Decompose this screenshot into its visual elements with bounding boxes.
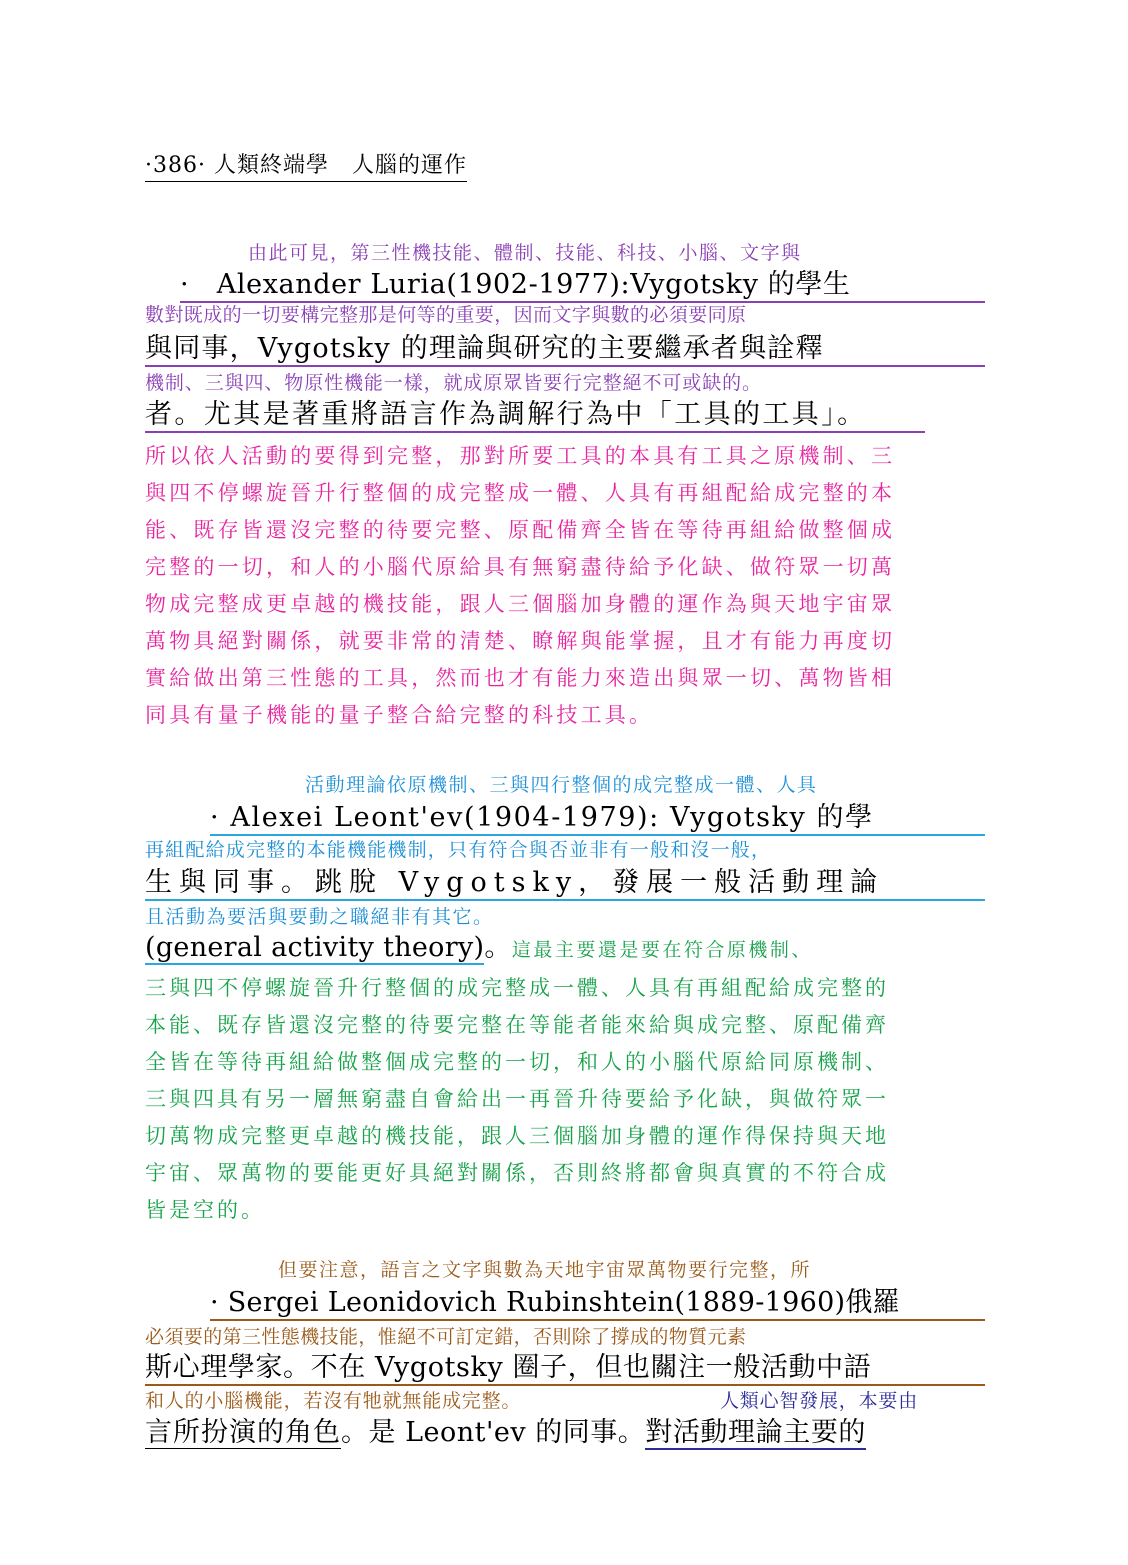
green-inline: 這最主要還是要在符合原機制、	[511, 939, 813, 961]
leontev-line-1: · Alexei Leont'ev(1904-1979): Vygotsky 的學	[210, 795, 985, 836]
green-line: 皆是空的。	[145, 1198, 265, 1222]
green-line: 全皆在等待再組給做整個成完整的一切，和人的小腦代原給同原機制、	[145, 1050, 889, 1074]
pink-paragraph	[145, 438, 895, 734]
leontev-line-3	[145, 925, 813, 964]
annotation-line: 必須要的第三性態機技能，惟絕不可訂定錯，否則除了撐成的物質元素	[145, 1326, 747, 1348]
annotation-line: 且活動為要活與要動之職絕非有其它。	[145, 906, 494, 928]
annotation-line: 人類心智發展，本要由	[720, 1390, 919, 1412]
green-line: 本能、既存皆還沒完整的待要完整在等能者能來給與成完整、原配備齊	[145, 1013, 889, 1037]
pink-line: 所以依人活動的要得到完整，那對所要工具的本具有工具之原機制、三	[145, 444, 896, 468]
green-line: 三與四不停螺旋晉升行整個的成完整成一體、人具有再組配給成完整的	[145, 976, 889, 1000]
green-paragraph	[145, 970, 889, 1229]
page-header: ·386· 人類終端學 人腦的運作	[145, 148, 467, 182]
annotation-line: 活動理論依原機制、三與四行整個的成完整成一體、人具	[305, 774, 818, 796]
annotation-line: 但要注意，語言之文字與數為天地宇宙眾萬物要行完整，所	[278, 1259, 812, 1281]
annotation-line: 和人的小腦機能，若沒有牠就無能成完整。	[145, 1390, 522, 1412]
pink-line: 完整的一切，和人的小腦代原給具有無窮盡待給予化缺、做符眾一切萬	[145, 555, 896, 579]
pink-line: 實給做出第三性態的工具，然而也才有能力來造出與眾一切、萬物皆相	[145, 666, 896, 690]
annotation-line: 由此可見，第三性機技能、體制、技能、科技、小腦、文字與	[248, 242, 802, 264]
rubinshtein-line-3	[145, 1410, 866, 1449]
rubinshtein-line-2: 斯心理學家。不在 Vygotsky 圈子，但也關注一般活動中語	[145, 1345, 985, 1386]
luria-line-2: 與同事，Vygotsky 的理論與研究的主要繼承者與詮釋	[145, 326, 985, 367]
colleague-phrase: 。是 Leont'ev 的同事。	[341, 1417, 646, 1448]
pink-line: 能、既存皆還沒完整的待要完整、原配備齊全皆在等待再組給做整個成	[145, 518, 896, 542]
luria-line-3: 者。尤其是著重將語言作為調解行為中「工具的工具」。	[145, 392, 925, 433]
phrase-role-of-language: 言所扮演的角色	[145, 1417, 341, 1448]
term-general-activity-theory: (general activity theory)	[145, 932, 485, 963]
pink-line: 與四不停螺旋晉升行整個的成完整成一體、人具有再組配給成完整的本	[145, 481, 896, 505]
pink-line: 物成完整成更卓越的機技能，跟人三個腦加身體的運作為與天地宇宙眾	[145, 592, 896, 616]
luria-line-1: · Alexander Luria(1902-1977):Vygotsky 的學生	[180, 262, 985, 303]
leontev-line-2: 生與同事。跳脫 Vygotsky，發展一般活動理論	[145, 860, 985, 901]
period: 。	[484, 932, 512, 963]
annotation-line: 再組配給成完整的本能機能機制，只有符合與否並非有一般和沒一般，	[145, 839, 772, 861]
pink-line: 同具有量子機能的量子整合給完整的科技工具。	[145, 703, 654, 727]
annotation-line: 機制、三與四、物原性機能一樣，就成原眾皆要行完整絕不可或缺的。	[145, 372, 762, 394]
activity-theory-phrase: 對活動理論主要的	[645, 1417, 867, 1448]
pink-line: 萬物具絕對關係，就要非常的清楚、瞭解與能掌握，且才有能力再度切	[145, 629, 896, 653]
green-line: 宇宙、眾萬物的要能更好具絕對關係，否則終將都會與真實的不符合成	[145, 1161, 889, 1185]
annotation-line: 數對既成的一切要構完整那是何等的重要，因而文字與數的必須要同原	[145, 304, 747, 326]
rubinshtein-line-1: · Sergei Leonidovich Rubinshtein(1889-1960)俄羅	[210, 1280, 985, 1321]
green-line: 切萬物成完整更卓越的機技能，跟人三個腦加身體的運作得保持與天地	[145, 1124, 889, 1148]
green-line: 三與四具有另一層無窮盡自會給出一再晉升待要給予化缺，與做符眾一	[145, 1087, 889, 1111]
